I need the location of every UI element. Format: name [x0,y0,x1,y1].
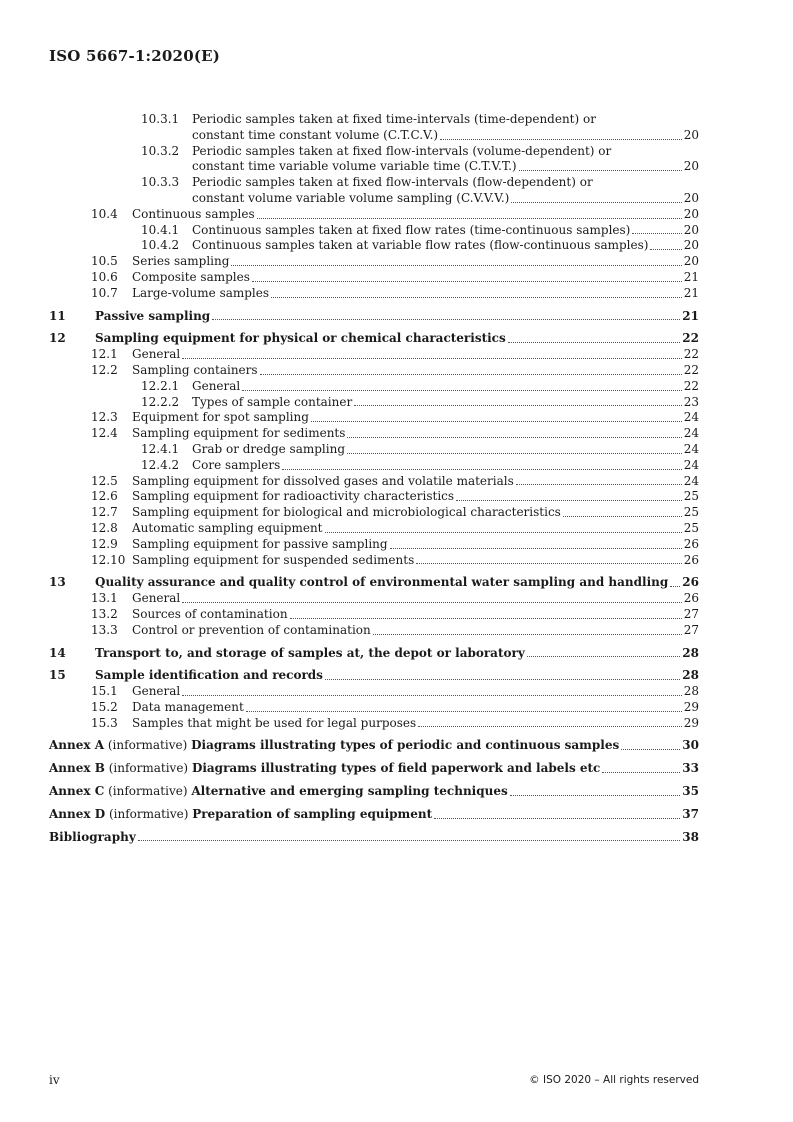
toc-title: Sampling equipment for passive sampling [132,536,388,551]
toc-entry-15[interactable] [49,668,699,684]
annex-kind: (informative) [107,738,188,753]
toc-title: General [132,684,181,699]
toc-title: Sampling equipment for biological and microbiological characteristics [132,505,561,520]
toc-page: 28 [683,684,699,699]
toc-entry-14[interactable] [49,646,699,662]
leader-dots [418,725,682,727]
toc-entry-10-3-3[interactable] [49,175,699,207]
toc-page: 20 [683,222,699,237]
annex-title: Alternative and emerging sampling techniques [191,784,508,799]
leader-dots [212,318,680,320]
toc-title: Series sampling [132,254,230,269]
toc-page: 33 [682,761,699,776]
leader-dots [242,389,681,391]
document-id: ISO 5667-1:2020(E) [49,47,221,65]
page-number: iv [49,1073,60,1087]
toc-entry-annex-a[interactable] [49,738,699,754]
toc-entry-10-7[interactable] [49,286,699,302]
leader-dots [260,373,682,375]
toc-entry-13-3[interactable] [49,623,699,639]
toc-entry-12-2-2[interactable] [49,395,699,411]
toc-page: 26 [682,575,699,590]
toc-page: 25 [683,505,699,520]
toc-entry-15-3[interactable] [49,716,699,732]
toc-entry-10-6[interactable] [49,270,699,286]
toc-number: 12.9 [91,536,118,551]
leader-dots [519,169,682,171]
toc-number: 12.2.1 [141,378,180,393]
annex-label: Annex D [49,806,106,821]
toc-entry-12-3[interactable] [49,410,699,426]
leader-dots [602,771,680,773]
leader-dots [282,468,681,470]
toc-title: Large-volume samples [132,285,270,300]
toc-page: 29 [683,715,699,730]
toc-title-line2: constant time constant volume (C.T.C.V.) [192,127,439,142]
toc-page: 20 [683,127,699,142]
toc-title: Sampling equipment for suspended sediments [132,552,415,567]
toc-page: 24 [683,426,699,441]
toc-title: Sample identification and records [95,668,323,683]
toc-number: 12.5 [91,473,118,488]
toc-number: 10.3.1 [141,112,180,126]
toc-page: 21 [682,308,699,323]
leader-dots [182,601,681,603]
toc-number: 12.4 [91,426,118,441]
toc-entry-12-2-1[interactable] [49,379,699,395]
toc-number: 15.2 [91,699,118,714]
toc-number: 11 [49,308,66,323]
leader-dots [510,794,681,796]
leader-dots [670,585,680,587]
toc-number: 13.3 [91,622,118,637]
leader-dots [434,817,680,819]
toc-number: 10.4.2 [141,238,180,253]
toc-title: Passive sampling [95,308,211,323]
toc-number: 13.1 [91,591,118,606]
leader-dots [325,531,682,533]
leader-dots [621,748,680,750]
leader-dots [390,547,682,549]
toc-entry-12-7[interactable] [49,505,699,521]
toc-number: 15.3 [91,715,118,730]
toc-title: Sampling containers [132,362,258,377]
leader-dots [456,499,682,501]
toc-entry-12-10[interactable] [49,553,699,569]
toc-page: 30 [682,738,699,753]
toc-entry-12-4[interactable] [49,426,699,442]
toc-title: Bibliography [49,829,136,844]
toc-number: 12.3 [91,410,118,425]
toc-title: Samples that might be used for legal purposes [132,715,417,730]
toc-entry-annex-d[interactable] [49,807,699,823]
toc-number: 13 [49,575,66,590]
leader-dots [632,232,681,234]
toc-entry-12-6[interactable] [49,489,699,505]
toc-page: 24 [683,473,699,488]
toc-page: 22 [683,347,699,362]
toc-page: 21 [683,269,699,284]
toc-title: Data management [132,699,244,714]
annex-label: Annex A [49,738,105,753]
toc-page: 25 [683,520,699,535]
annex-title: Diagrams illustrating types of periodic and continuous samples [191,738,620,753]
toc-entry-10-3-1[interactable] [49,112,699,144]
toc-entry-12-9[interactable] [49,537,699,553]
toc-entry-15-2[interactable] [49,700,699,716]
toc-entry-12-8[interactable] [49,521,699,537]
toc-page: 20 [683,206,699,221]
toc-page: 35 [682,784,699,799]
leader-dots [373,633,682,635]
toc-page: 20 [683,254,699,269]
leader-dots [527,655,680,657]
toc-title: Sampling equipment for physical or chemical characteristics [95,331,506,346]
leader-dots [231,264,681,266]
leader-dots [311,420,682,422]
toc-number: 12.2.2 [141,394,180,409]
toc-title-line1: Periodic samples taken at fixed time-intervals (time-dependent) or [192,112,596,126]
leader-dots [440,138,682,140]
toc-title: Sampling equipment for dissolved gases and volatile materials [132,473,514,488]
leader-dots [416,562,681,564]
toc-number: 12 [49,331,66,346]
toc-entry-12-1[interactable] [49,347,699,363]
toc-page: 20 [683,238,699,253]
toc-entry-10-4-2[interactable] [49,238,699,254]
toc-page: 21 [683,285,699,300]
toc-number: 15 [49,668,66,683]
toc-number: 12.8 [91,520,118,535]
toc-entry-13-2[interactable] [49,607,699,623]
leader-dots [325,678,680,680]
annex-label: Annex C [49,784,105,799]
toc-title: General [132,591,181,606]
toc-title: Automatic sampling equipment [132,520,323,535]
toc-number: 15.1 [91,684,118,699]
toc-title: Sampling equipment for radioactivity characteristics [132,489,455,504]
toc-entry-annex-b[interactable] [49,761,699,777]
toc-entry-10-4[interactable] [49,207,699,223]
toc-title: Sampling equipment for sediments [132,426,346,441]
toc-title: Continuous samples [132,206,255,221]
toc-title: Sources of contamination [132,606,288,621]
toc-page: 38 [682,829,699,844]
toc-title [49,807,432,823]
toc-title: Control or prevention of contamination [132,622,371,637]
toc-page: 24 [683,457,699,472]
toc-entry-11[interactable] [49,309,699,325]
leader-dots [138,839,681,841]
toc-title: Types of sample container [192,394,353,409]
toc-entry-13[interactable] [49,575,699,591]
leader-dots [354,404,682,406]
toc-number: 10.3.2 [141,143,180,158]
leader-dots [182,357,681,359]
leader-dots [347,452,682,454]
annex-title: Diagrams illustrating types of field paperwork and labels etc [191,761,601,776]
toc-title [49,738,619,754]
toc-title-line1: Periodic samples taken at fixed flow-intervals (flow-dependent) or [192,175,593,190]
toc-title-line2: constant time variable volume variable time (C.T.V.T.) [192,159,517,174]
toc-entry-12[interactable] [49,331,699,347]
leader-dots [257,217,682,219]
copyright-notice: © ISO 2020 – All rights reserved [529,1074,699,1086]
toc-page: 24 [683,441,699,456]
toc-number: 12.1 [91,347,118,362]
toc-page: 27 [683,606,699,621]
leader-dots [508,341,681,343]
toc-entry-12-5[interactable] [49,474,699,490]
toc-number: 10.3.3 [141,175,180,190]
toc-number: 12.2 [91,362,118,377]
annex-kind: (informative) [108,806,189,821]
toc-title-line2: constant volume variable volume sampling (C.V.V.V.) [192,190,510,205]
toc-page: 20 [683,190,699,205]
toc-page: 28 [682,645,699,660]
annex-kind: (informative) [108,784,188,799]
toc-title: Continuous samples taken at fixed flow rates (time-continuous samples) [192,222,631,237]
toc-title: Quality assurance and quality control of environmental water sampling and handling [95,575,669,590]
toc-page: 23 [683,394,699,409]
toc-entry-12-2[interactable] [49,363,699,379]
toc-title [49,761,600,777]
toc-entry-bibliography[interactable] [49,830,699,846]
toc-number: 14 [49,645,66,660]
toc-number: 10.4.1 [141,222,180,237]
toc-number: 10.5 [91,254,118,269]
toc-number: 12.6 [91,489,118,504]
leader-dots [271,296,682,298]
toc-entry-12-4-2[interactable] [49,458,699,474]
toc-title: Equipment for spot sampling [132,410,309,425]
toc-page: 25 [683,489,699,504]
toc-title [49,784,508,800]
leader-dots [511,201,681,203]
toc-title: Core samplers [192,457,281,472]
leader-dots [563,515,682,517]
annex-label: Annex B [49,761,105,776]
leader-dots [290,617,682,619]
toc-page: 26 [683,536,699,551]
toc-entry-10-3-2[interactable] [49,144,699,176]
toc-number: 12.4.2 [141,457,180,472]
toc-number: 13.2 [91,606,118,621]
leader-dots [650,248,681,250]
toc-number: 12.4.1 [141,441,180,456]
toc-page: 22 [682,331,699,346]
toc-number: 10.6 [91,269,118,284]
toc-entry-15-1[interactable] [49,684,699,700]
toc-page: 37 [682,806,699,821]
toc-title: Continuous samples taken at variable flow rates (flow-continuous samples) [192,238,649,253]
toc-entry-10-4-1[interactable] [49,223,699,239]
toc-page: 29 [683,699,699,714]
toc-page: 28 [682,668,699,683]
annex-title: Preparation of sampling equipment [192,806,433,821]
toc-title: Transport to, and storage of samples at, the depot or laboratory [95,645,525,660]
toc-number: 12.7 [91,505,118,520]
toc-page: 24 [683,410,699,425]
toc-page: 26 [683,552,699,567]
toc-number: 12.10 [91,552,126,567]
toc-title: Composite samples [132,269,250,284]
toc-number: 10.4 [91,206,118,221]
leader-dots [246,710,682,712]
annex-kind: (informative) [108,761,189,776]
toc-number: 10.7 [91,285,118,300]
toc-page: 26 [683,591,699,606]
leader-dots [252,280,682,282]
leader-dots [347,436,681,438]
toc-page: 20 [683,159,699,174]
toc-entry-10-5[interactable] [49,254,699,270]
toc-page: 22 [683,362,699,377]
toc-title: General [192,378,241,393]
toc-title-line1: Periodic samples taken at fixed flow-intervals (volume-dependent) or [192,143,612,158]
toc-title: Grab or dredge sampling [192,441,346,456]
toc-entry-annex-c[interactable] [49,784,699,800]
toc-entry-13-1[interactable] [49,591,699,607]
toc-title: General [132,347,181,362]
leader-dots [516,483,682,485]
toc-entry-12-4-1[interactable] [49,442,699,458]
leader-dots [182,694,681,696]
toc-page: 22 [683,378,699,393]
toc-page: 27 [683,622,699,637]
table-of-contents [49,112,699,845]
